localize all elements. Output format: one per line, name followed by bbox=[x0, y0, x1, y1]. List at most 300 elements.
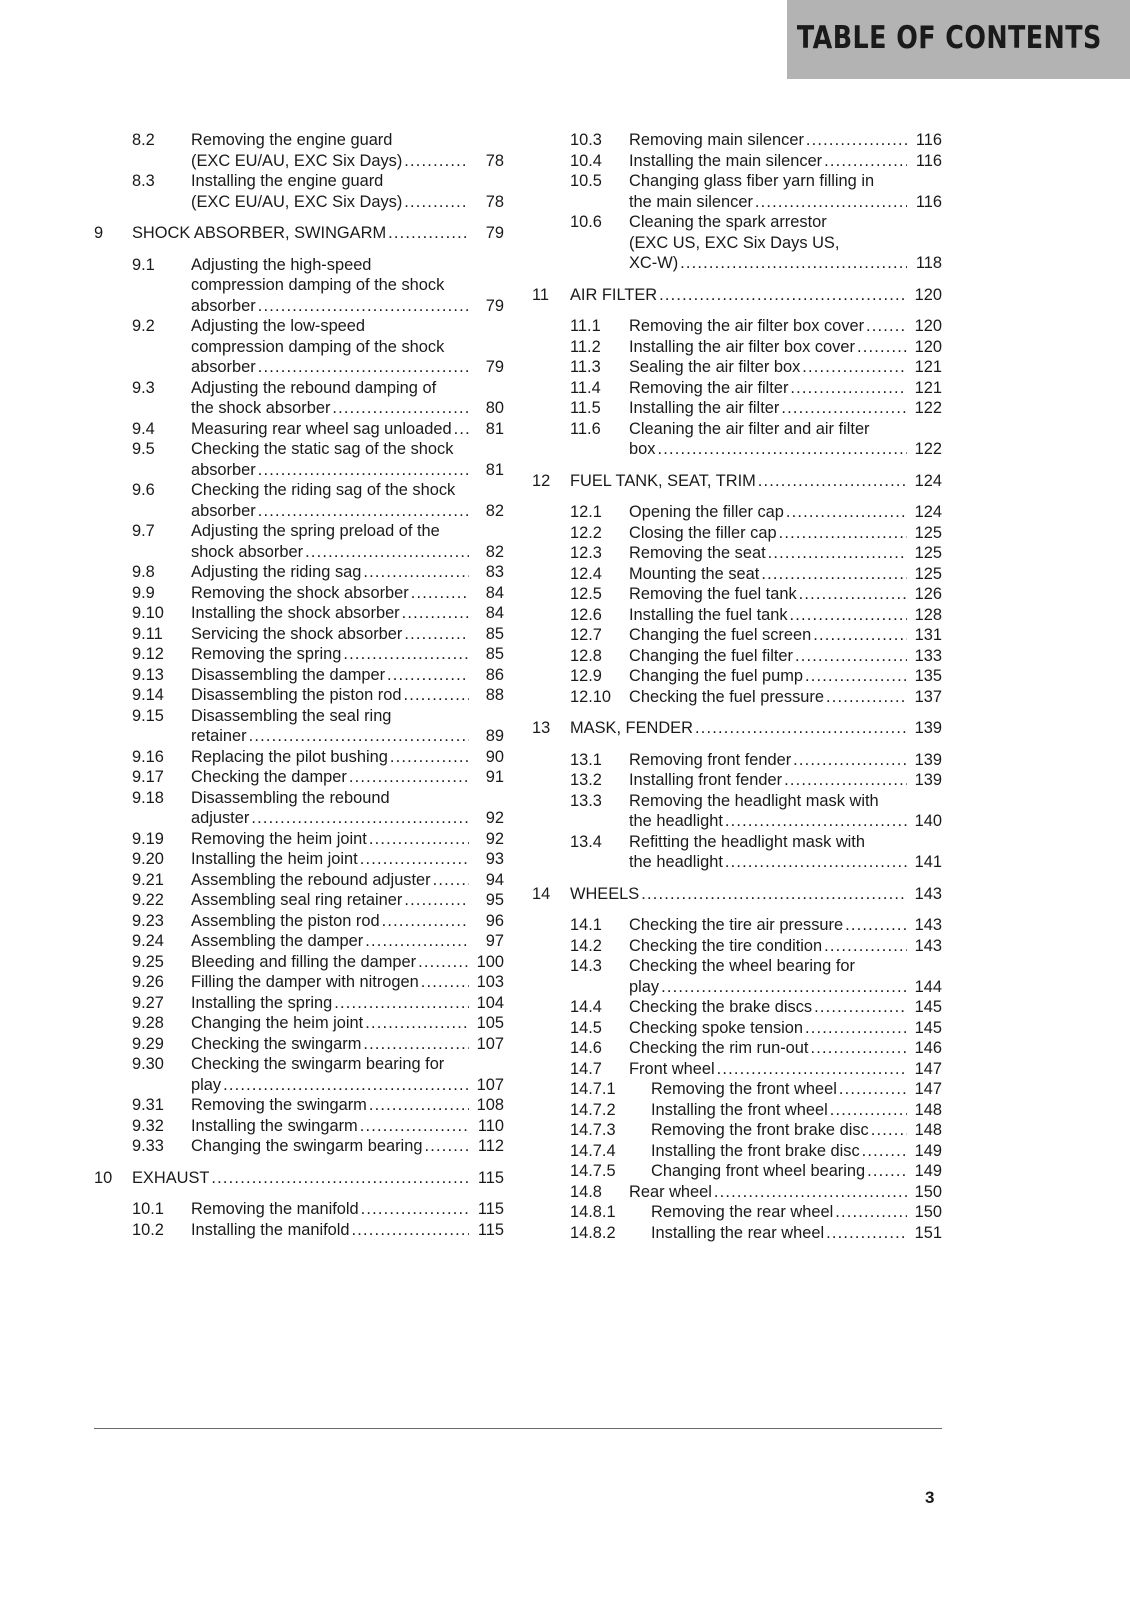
toc-entry[interactable] bbox=[532, 212, 942, 274]
dot-leader bbox=[790, 605, 907, 626]
toc-page-number: 92 bbox=[485, 809, 504, 827]
toc-entry-text: Removing the seat bbox=[629, 544, 766, 562]
toc-entry-title bbox=[651, 1100, 942, 1121]
toc-entry-line bbox=[629, 1059, 942, 1080]
toc-entry-title bbox=[191, 644, 504, 665]
toc-entry-title bbox=[191, 1220, 504, 1241]
toc-entry[interactable] bbox=[94, 603, 504, 624]
toc-page-number: 91 bbox=[485, 768, 504, 786]
dot-leader bbox=[755, 192, 907, 213]
dot-leader bbox=[258, 460, 469, 481]
toc-entry-line bbox=[570, 884, 942, 905]
dot-leader bbox=[717, 1059, 907, 1080]
dot-leader bbox=[349, 767, 469, 788]
toc-entry-text: Changing glass fiber yarn filling in bbox=[629, 172, 875, 190]
toc-entry-number: 14.7.3 bbox=[570, 1121, 616, 1139]
toc-entry[interactable] bbox=[532, 1018, 942, 1039]
toc-entry-text: Bleeding and filling the damper bbox=[191, 952, 417, 971]
dot-leader bbox=[695, 718, 907, 739]
dot-leader bbox=[403, 685, 469, 706]
toc-entry[interactable] bbox=[532, 1100, 942, 1121]
toc-entry-title bbox=[629, 687, 942, 708]
toc-chapter-entry[interactable] bbox=[94, 223, 504, 244]
dot-leader bbox=[369, 1095, 469, 1116]
dot-leader bbox=[867, 1161, 907, 1182]
toc-entry-number: 9.12 bbox=[132, 645, 164, 663]
toc-entry-line bbox=[629, 977, 942, 998]
toc-entry[interactable] bbox=[532, 378, 942, 399]
toc-entry-title bbox=[570, 884, 942, 905]
toc-entry-line bbox=[191, 130, 504, 151]
toc-entry[interactable] bbox=[94, 1013, 504, 1034]
toc-entry-line bbox=[629, 523, 942, 544]
toc-entry[interactable] bbox=[94, 255, 504, 317]
dot-leader bbox=[725, 852, 907, 873]
toc-entry-text: Removing the swingarm bbox=[191, 1096, 367, 1114]
toc-entry[interactable] bbox=[94, 439, 504, 480]
toc-page-number: 149 bbox=[914, 1141, 942, 1160]
toc-page-number: 115 bbox=[477, 1168, 504, 1187]
toc-entry[interactable] bbox=[94, 624, 504, 645]
toc-entry[interactable] bbox=[94, 1116, 504, 1137]
toc-entry-title bbox=[191, 439, 504, 480]
toc-page-number: 116 bbox=[915, 131, 942, 149]
toc-entry-text: Front wheel bbox=[629, 1059, 715, 1078]
toc-entry-line bbox=[651, 1161, 942, 1182]
toc-chapter-entry[interactable] bbox=[532, 285, 942, 306]
toc-entry-text: Checking the swingarm bearing for bbox=[191, 1055, 445, 1073]
toc-page-number: 120 bbox=[914, 285, 942, 304]
toc-entry[interactable] bbox=[94, 1054, 504, 1095]
toc-entry-number: 14.7.1 bbox=[570, 1080, 616, 1098]
toc-entry-title bbox=[191, 972, 504, 993]
toc-page-number: 145 bbox=[914, 1018, 942, 1037]
toc-entry-text: (EXC US, EXC Six Days US, bbox=[629, 233, 840, 252]
toc-entry[interactable] bbox=[532, 337, 942, 358]
toc-entry-title bbox=[651, 1223, 942, 1244]
toc-chapter-entry[interactable] bbox=[94, 1168, 504, 1189]
toc-entry[interactable] bbox=[94, 1136, 504, 1157]
toc-entry-number: 12.10 bbox=[570, 687, 612, 706]
toc-entry-line bbox=[570, 471, 942, 492]
dot-leader bbox=[835, 1202, 907, 1223]
toc-entry[interactable] bbox=[532, 543, 942, 564]
toc-entry[interactable] bbox=[94, 685, 504, 706]
toc-entry[interactable] bbox=[94, 890, 504, 911]
toc-entry-text: Adjusting the spring preload of the bbox=[191, 522, 440, 540]
toc-entry-line bbox=[629, 419, 942, 440]
toc-entry-line bbox=[629, 502, 942, 523]
toc-entry[interactable] bbox=[94, 130, 504, 171]
toc-entry[interactable] bbox=[532, 791, 942, 832]
toc-page-number: 133 bbox=[914, 646, 942, 665]
dot-leader bbox=[661, 977, 907, 998]
toc-entry-number: 14.7.4 bbox=[570, 1141, 616, 1160]
dot-leader bbox=[404, 151, 469, 172]
toc-entry-number: 14.7.2 bbox=[570, 1100, 616, 1119]
toc-entry-number: 13.1 bbox=[570, 750, 602, 769]
toc-entry-number: 9.15 bbox=[132, 706, 164, 725]
dot-leader bbox=[810, 1038, 907, 1059]
toc-page-number: 85 bbox=[485, 645, 504, 663]
toc-entry-line bbox=[629, 151, 942, 172]
toc-page-number: 115 bbox=[477, 1220, 504, 1239]
toc-entry-title bbox=[191, 583, 504, 604]
toc-entry[interactable] bbox=[532, 915, 942, 936]
toc-entry-line bbox=[629, 832, 942, 853]
dot-leader bbox=[418, 952, 469, 973]
toc-entry-line bbox=[191, 316, 504, 337]
toc-page-number: 94 bbox=[485, 870, 504, 889]
toc-entry-line bbox=[191, 685, 504, 706]
toc-entry[interactable] bbox=[532, 1202, 942, 1223]
toc-page-number: 150 bbox=[914, 1203, 942, 1221]
toc-entry[interactable] bbox=[532, 419, 942, 460]
toc-entry-title bbox=[629, 997, 942, 1018]
toc-entry[interactable] bbox=[532, 1182, 942, 1203]
toc-entry-text: Mounting the seat bbox=[629, 564, 760, 583]
toc-entry-text: Cleaning the spark arrestor bbox=[629, 213, 827, 231]
dot-leader bbox=[680, 253, 907, 274]
toc-entry-text: absorber bbox=[191, 460, 256, 479]
toc-entry-line bbox=[629, 936, 942, 957]
toc-entry-text: absorber bbox=[191, 501, 256, 520]
toc-page-number: 89 bbox=[485, 727, 504, 745]
toc-entry[interactable] bbox=[94, 788, 504, 829]
toc-entry[interactable] bbox=[532, 1079, 942, 1100]
toc-entry-number: 12.5 bbox=[570, 585, 602, 603]
toc-page-number: 107 bbox=[476, 1075, 504, 1094]
toc-entry-text: Opening the filler cap bbox=[629, 503, 784, 521]
toc-entry-title bbox=[132, 223, 504, 244]
toc-entry-line bbox=[191, 849, 504, 870]
toc-entry-title bbox=[570, 285, 942, 306]
toc-entry-line bbox=[191, 171, 504, 192]
toc-entry[interactable] bbox=[94, 419, 504, 440]
toc-entry-line bbox=[191, 357, 504, 378]
toc-entry-text: play bbox=[191, 1075, 222, 1094]
toc-entry-text: compression damping of the shock bbox=[191, 276, 445, 294]
toc-entry-number: 14.1 bbox=[570, 916, 602, 934]
toc-entry-text: Installing the air filter box cover bbox=[629, 337, 855, 356]
toc-entry[interactable] bbox=[532, 130, 942, 151]
toc-entry-line bbox=[191, 296, 504, 317]
toc-entry[interactable] bbox=[532, 666, 942, 687]
toc-entry[interactable] bbox=[532, 171, 942, 212]
toc-entry[interactable] bbox=[94, 480, 504, 521]
toc-page-number: 120 bbox=[914, 337, 942, 356]
toc-entry-title bbox=[191, 521, 504, 562]
toc-entry-number: 14.8 bbox=[570, 1182, 602, 1201]
toc-page-number: 105 bbox=[476, 1014, 504, 1032]
toc-entry-number: 9.8 bbox=[132, 563, 155, 581]
dot-leader bbox=[382, 911, 469, 932]
toc-entry-line bbox=[629, 378, 942, 399]
toc-entry-title bbox=[629, 750, 942, 771]
toc-entry-text: Checking spoke tension bbox=[629, 1018, 804, 1037]
toc-entry[interactable] bbox=[94, 1199, 504, 1220]
toc-entry-line bbox=[629, 357, 942, 378]
toc-page-number: 131 bbox=[914, 626, 942, 644]
toc-entry-number: 12.9 bbox=[570, 667, 602, 685]
toc-entry-title bbox=[629, 915, 942, 936]
toc-entry[interactable] bbox=[94, 767, 504, 788]
toc-entry[interactable] bbox=[532, 646, 942, 667]
toc-entry[interactable] bbox=[532, 687, 942, 708]
toc-entry-line bbox=[629, 398, 942, 419]
toc-entry-text: Disassembling the rebound bbox=[191, 788, 390, 807]
toc-entry-line bbox=[191, 870, 504, 891]
toc-entry[interactable] bbox=[532, 956, 942, 997]
toc-entry[interactable] bbox=[532, 584, 942, 605]
toc-entry[interactable] bbox=[532, 625, 942, 646]
toc-entry-text: Installing the swingarm bbox=[191, 1116, 358, 1135]
toc-entry-number: 9.6 bbox=[132, 481, 155, 499]
toc-entry[interactable] bbox=[532, 151, 942, 172]
toc-entry-title bbox=[191, 685, 504, 706]
toc-entry-line bbox=[629, 316, 942, 337]
toc-right-column bbox=[532, 130, 942, 1243]
toc-entry-line bbox=[191, 542, 504, 563]
toc-entry[interactable] bbox=[94, 583, 504, 604]
toc-entry[interactable] bbox=[94, 829, 504, 850]
toc-page-number: 143 bbox=[914, 916, 942, 934]
toc-entry-text: Changing the fuel screen bbox=[629, 626, 812, 644]
toc-entry-line bbox=[191, 767, 504, 788]
toc-entry-title bbox=[191, 255, 504, 317]
toc-entry-line bbox=[191, 890, 504, 911]
toc-entry[interactable] bbox=[94, 171, 504, 212]
toc-page-number: 121 bbox=[914, 358, 942, 376]
toc-entry[interactable] bbox=[94, 747, 504, 768]
toc-entry[interactable] bbox=[94, 993, 504, 1014]
toc-page-number: 149 bbox=[914, 1162, 942, 1180]
toc-entry-title bbox=[132, 1168, 504, 1189]
toc-entry-number: 9.27 bbox=[132, 993, 164, 1012]
toc-entry-text: Adjusting the riding sag bbox=[191, 563, 362, 581]
dot-leader bbox=[802, 357, 907, 378]
toc-entry-title bbox=[629, 316, 942, 337]
toc-entry[interactable] bbox=[532, 523, 942, 544]
toc-page-number: 82 bbox=[485, 501, 504, 520]
toc-entry-title bbox=[191, 706, 504, 747]
toc-entry-line bbox=[191, 480, 504, 501]
toc-entry[interactable] bbox=[532, 1161, 942, 1182]
dot-leader bbox=[363, 562, 469, 583]
toc-entry-line bbox=[191, 993, 504, 1014]
toc-entry[interactable] bbox=[94, 1034, 504, 1055]
toc-entry[interactable] bbox=[94, 952, 504, 973]
toc-entry-line bbox=[191, 337, 504, 358]
toc-entry-title bbox=[191, 993, 504, 1014]
toc-entry[interactable] bbox=[94, 378, 504, 419]
dot-leader bbox=[714, 1182, 907, 1203]
toc-entry-number: 9.32 bbox=[132, 1116, 164, 1135]
toc-entry[interactable] bbox=[532, 1120, 942, 1141]
toc-entry-text: Assembling seal ring retainer bbox=[191, 891, 403, 909]
toc-entry[interactable] bbox=[94, 562, 504, 583]
toc-entry-line bbox=[191, 419, 504, 440]
toc-page-number: 143 bbox=[914, 936, 942, 955]
toc-chapter-entry[interactable] bbox=[532, 471, 942, 492]
toc-entry-title bbox=[629, 956, 942, 997]
toc-entry-title bbox=[570, 471, 942, 492]
toc-entry-text: absorber bbox=[191, 296, 256, 315]
toc-entry-number: 9.20 bbox=[132, 850, 164, 868]
toc-entry-title bbox=[651, 1079, 942, 1100]
toc-entry[interactable] bbox=[532, 564, 942, 585]
toc-page-number: 92 bbox=[485, 829, 504, 848]
toc-entry-text: Disassembling the seal ring bbox=[191, 706, 392, 725]
toc-page-number: 97 bbox=[485, 932, 504, 950]
toc-entry[interactable] bbox=[94, 870, 504, 891]
toc-entry-title bbox=[191, 870, 504, 891]
toc-page-number: 135 bbox=[914, 667, 942, 685]
toc-entry[interactable] bbox=[94, 849, 504, 870]
toc-entry[interactable] bbox=[532, 750, 942, 771]
toc-entry-line bbox=[191, 1199, 504, 1220]
toc-entry-number: 12.7 bbox=[570, 626, 602, 644]
toc-entry[interactable] bbox=[94, 521, 504, 562]
toc-entry[interactable] bbox=[94, 644, 504, 665]
toc-entry-text: Installing the engine guard bbox=[191, 172, 384, 190]
toc-entry-text: Removing the fuel tank bbox=[629, 585, 797, 603]
toc-entry-title bbox=[629, 936, 942, 957]
toc-entry-line bbox=[191, 439, 504, 460]
dot-leader bbox=[799, 584, 907, 605]
toc-entry-text: Servicing the shock absorber bbox=[191, 624, 403, 643]
toc-entry-title bbox=[651, 1141, 942, 1162]
toc-entry-title bbox=[191, 665, 504, 686]
toc-entry[interactable] bbox=[532, 605, 942, 626]
dot-leader bbox=[360, 1116, 469, 1137]
toc-entry[interactable] bbox=[94, 316, 504, 378]
toc-entry-title bbox=[629, 625, 942, 646]
toc-entry-text: Checking the tire condition bbox=[629, 936, 823, 955]
toc-entry-text: retainer bbox=[191, 727, 247, 745]
toc-entry[interactable] bbox=[532, 936, 942, 957]
toc-entry[interactable] bbox=[532, 398, 942, 419]
toc-entry-line bbox=[629, 770, 942, 791]
toc-page-number: 143 bbox=[914, 884, 942, 903]
toc-entry-title bbox=[629, 646, 942, 667]
toc-entry-number: 10.4 bbox=[570, 151, 602, 170]
dot-leader bbox=[866, 316, 907, 337]
toc-entry-number: 9.17 bbox=[132, 768, 164, 786]
toc-entry-title bbox=[629, 832, 942, 873]
toc-entry[interactable] bbox=[94, 972, 504, 993]
toc-page-number: 115 bbox=[477, 1200, 504, 1218]
page-number: 3 bbox=[925, 1488, 935, 1507]
toc-entry[interactable] bbox=[532, 832, 942, 873]
toc-entry[interactable] bbox=[94, 911, 504, 932]
toc-page-number: 116 bbox=[915, 151, 942, 170]
toc-entry[interactable] bbox=[94, 1095, 504, 1116]
toc-entry-line bbox=[629, 750, 942, 771]
toc-entry[interactable] bbox=[532, 1038, 942, 1059]
toc-entry-text: Removing the air filter bbox=[629, 378, 789, 397]
toc-entry-title bbox=[191, 1199, 504, 1220]
toc-page-number: 78 bbox=[485, 151, 504, 170]
toc-entry[interactable] bbox=[94, 665, 504, 686]
toc-entry[interactable] bbox=[532, 1141, 942, 1162]
toc-entry-number: 11.3 bbox=[570, 358, 601, 376]
toc-entry-text: Checking the damper bbox=[191, 768, 347, 786]
toc-entry-title bbox=[191, 788, 504, 829]
toc-entry-number: 9.23 bbox=[132, 911, 164, 930]
toc-entry-title bbox=[191, 1095, 504, 1116]
toc-page-number: 140 bbox=[914, 812, 942, 830]
toc-page-number: 148 bbox=[914, 1100, 942, 1119]
toc-entry-number: 9.1 bbox=[132, 255, 155, 274]
toc-entry[interactable] bbox=[532, 316, 942, 337]
toc-chapter-entry[interactable] bbox=[532, 718, 942, 739]
toc-page-number: 126 bbox=[914, 585, 942, 603]
toc-entry-title bbox=[629, 791, 942, 832]
toc-page-number: 104 bbox=[476, 993, 504, 1012]
toc-entry-line bbox=[629, 646, 942, 667]
toc-entry-title bbox=[629, 584, 942, 605]
toc-entry-line bbox=[629, 791, 942, 812]
toc-entry-line bbox=[132, 1168, 504, 1189]
toc-entry-text: Changing the swingarm bearing bbox=[191, 1137, 423, 1155]
toc-entry-line bbox=[191, 911, 504, 932]
dot-leader bbox=[424, 1136, 469, 1157]
toc-entry[interactable] bbox=[94, 931, 504, 952]
toc-entry[interactable] bbox=[532, 770, 942, 791]
dot-leader bbox=[363, 1034, 469, 1055]
toc-entry[interactable] bbox=[532, 502, 942, 523]
toc-entry[interactable] bbox=[94, 706, 504, 747]
toc-entry-title bbox=[629, 419, 942, 460]
toc-entry[interactable] bbox=[532, 357, 942, 378]
toc-entry[interactable] bbox=[532, 997, 942, 1018]
toc-entry-line bbox=[629, 666, 942, 687]
toc-entry-line bbox=[191, 972, 504, 993]
toc-entry-line bbox=[191, 562, 504, 583]
toc-chapter-entry[interactable] bbox=[532, 884, 942, 905]
dot-leader bbox=[824, 936, 907, 957]
toc-page-number: 122 bbox=[914, 399, 942, 417]
toc-entry-text: absorber bbox=[191, 358, 256, 376]
toc-entry-title bbox=[629, 398, 942, 419]
toc-page-number: 139 bbox=[914, 750, 942, 769]
dot-leader bbox=[365, 931, 469, 952]
dot-leader bbox=[404, 890, 469, 911]
toc-entry-text: Removing the heim joint bbox=[191, 829, 367, 848]
toc-page-number: 79 bbox=[485, 296, 504, 315]
toc-entry[interactable] bbox=[94, 1220, 504, 1241]
toc-entry-text: EXHAUST bbox=[132, 1168, 210, 1187]
toc-left-column bbox=[94, 130, 504, 1240]
toc-page-number: 147 bbox=[914, 1080, 942, 1098]
dot-leader bbox=[805, 666, 907, 687]
toc-entry-line bbox=[629, 625, 942, 646]
dot-leader bbox=[805, 1018, 907, 1039]
toc-entry-number: 9.5 bbox=[132, 440, 155, 458]
toc-page-number: 148 bbox=[914, 1121, 942, 1139]
toc-entry-number: 11.6 bbox=[570, 419, 601, 438]
toc-entry-line bbox=[191, 151, 504, 172]
toc-entry-title bbox=[629, 1018, 942, 1039]
toc-entry-title bbox=[191, 890, 504, 911]
dot-leader bbox=[404, 624, 469, 645]
toc-entry-text: Disassembling the piston rod bbox=[191, 686, 402, 704]
toc-entry-line bbox=[629, 171, 942, 192]
toc-entry-number: 11 bbox=[532, 285, 550, 304]
toc-entry[interactable] bbox=[532, 1223, 942, 1244]
toc-entry[interactable] bbox=[532, 1059, 942, 1080]
